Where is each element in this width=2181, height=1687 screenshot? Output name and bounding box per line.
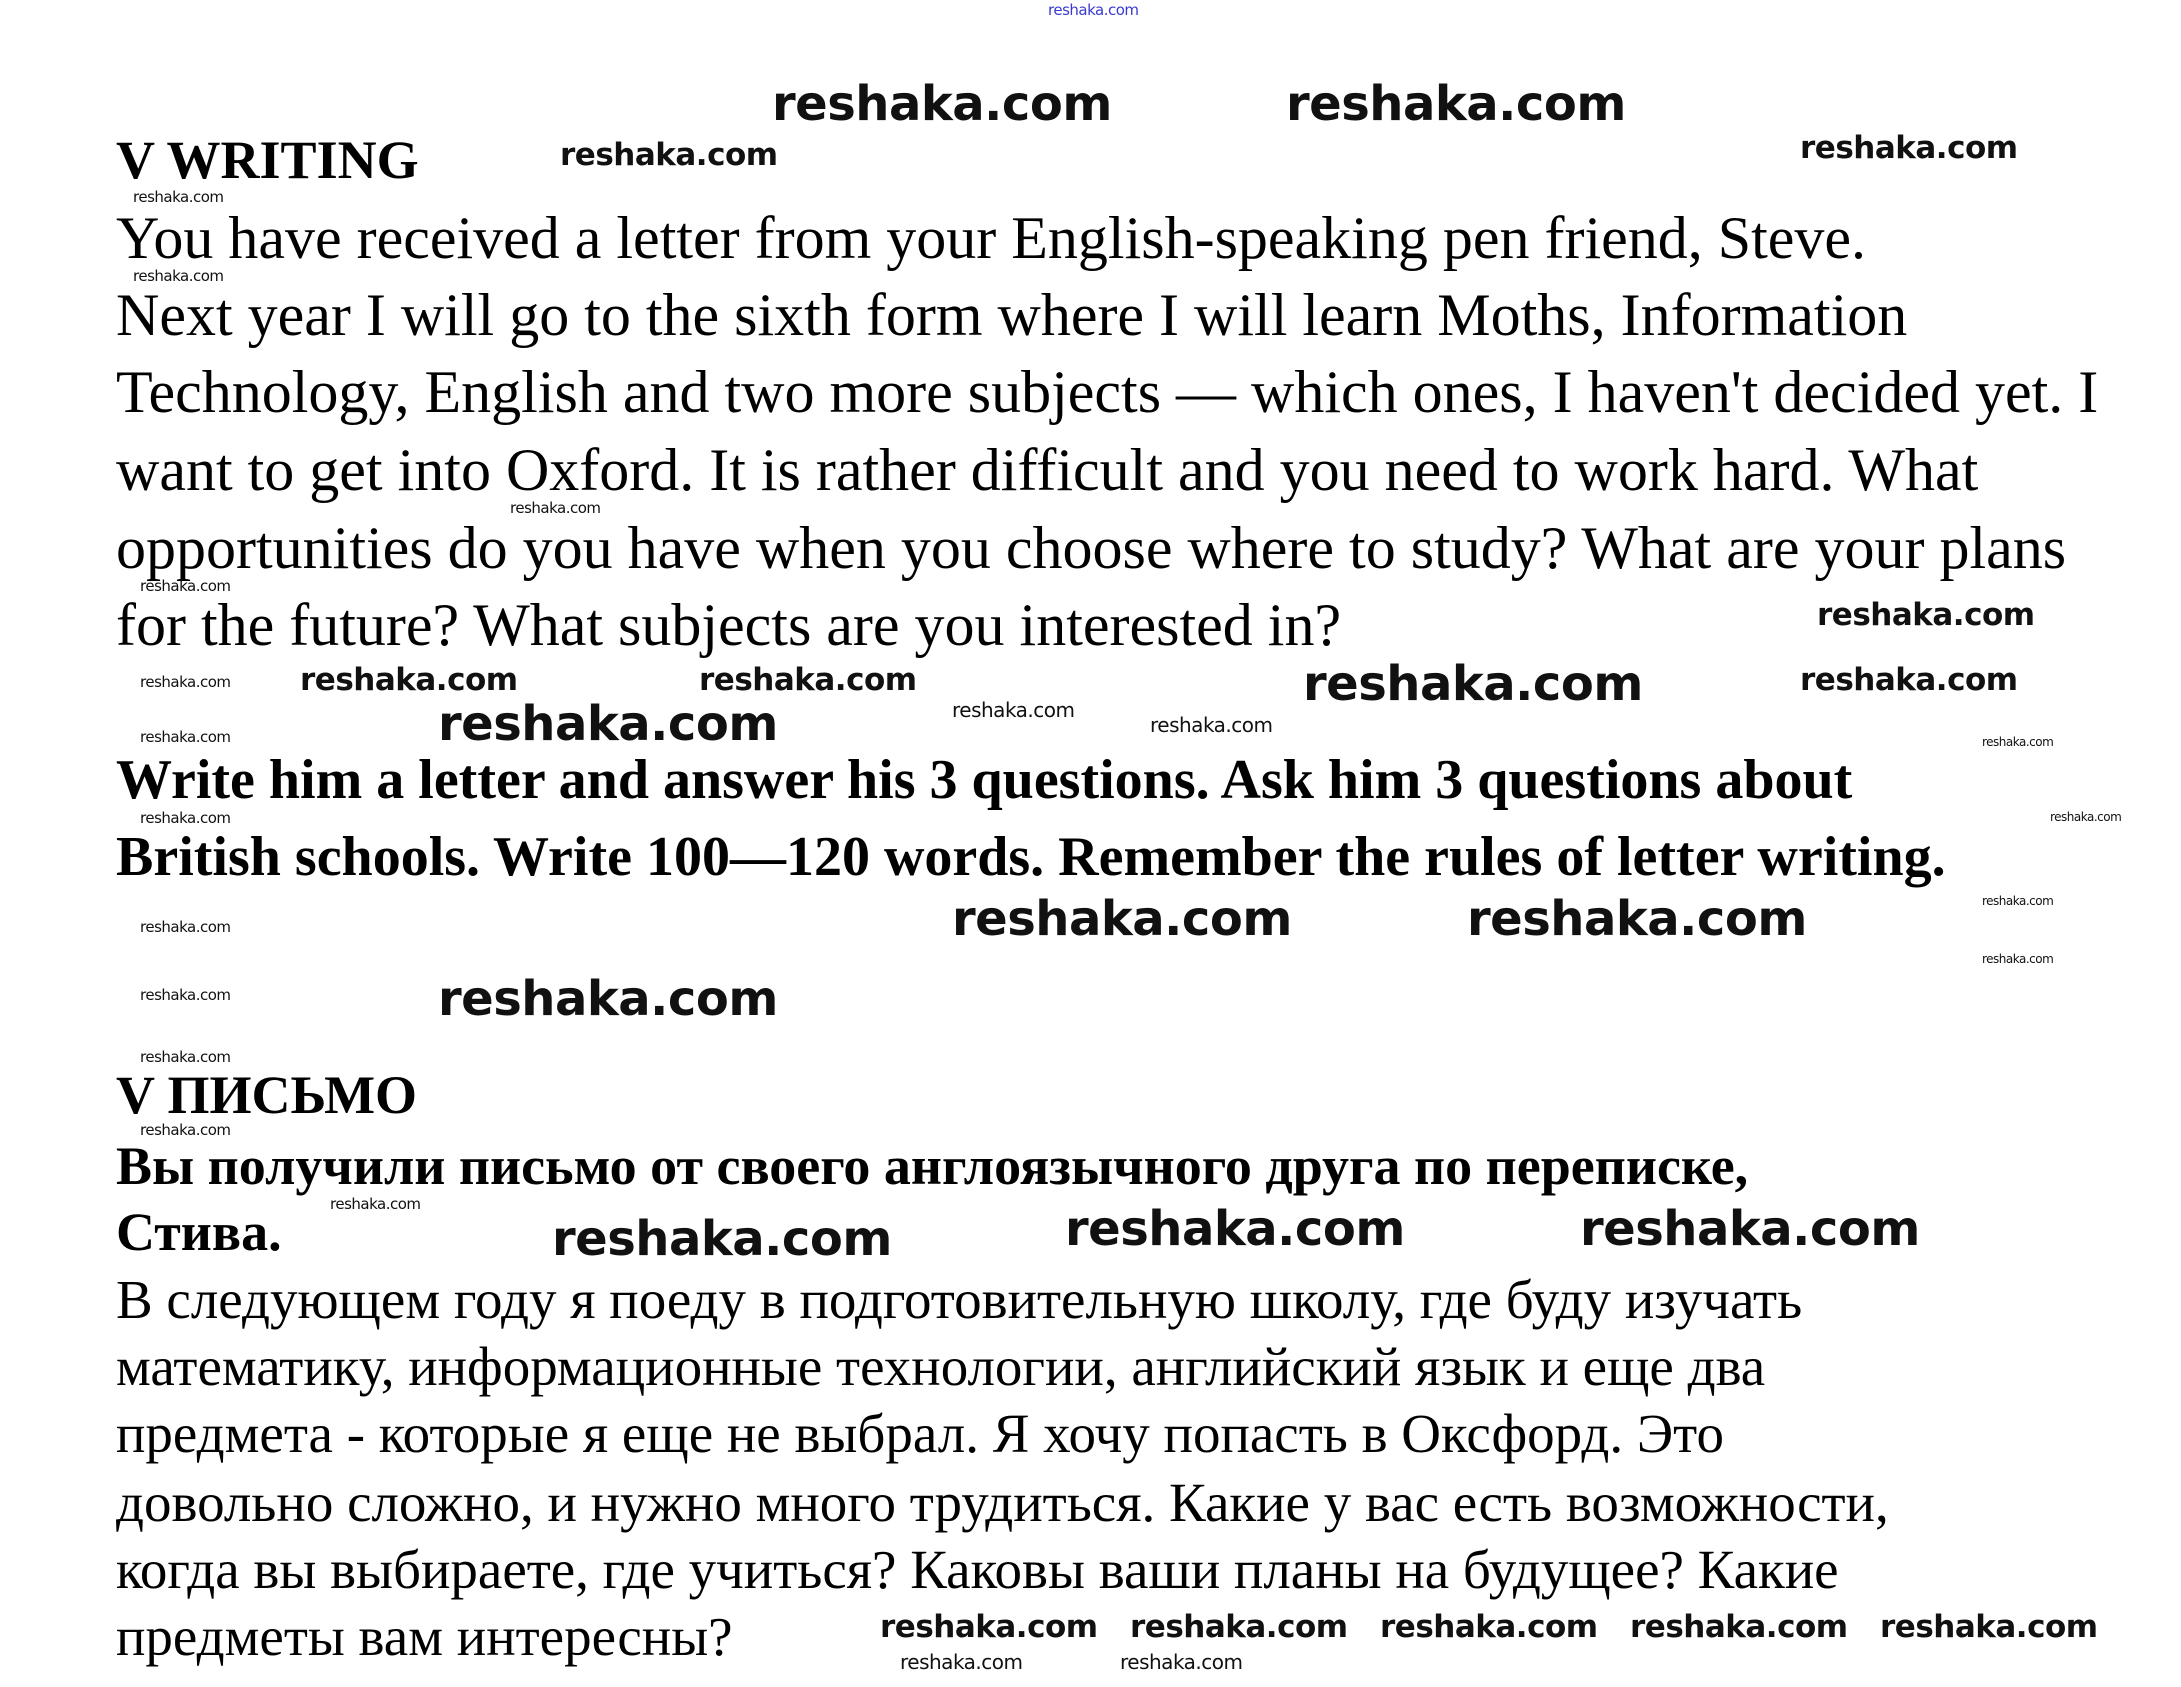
letter-line: opportunities do you have when you choose where to study? What are your plans <box>116 515 2067 581</box>
watermark: reshaka.com <box>140 577 231 595</box>
letter-line: for the future? What subjects are you interested in? <box>116 592 1342 658</box>
russian-heading: V ПИСЬМО <box>116 1065 418 1125</box>
watermark: reshaka.com <box>510 499 601 517</box>
russian-letter-line: когда вы выбираете, где учиться? Каковы ваши планы на будущее? Какие <box>116 1539 1839 1600</box>
watermark: reshaka.com <box>1303 656 1643 712</box>
russian-letter-line: В следующем году я поеду в подготовительную школу, где буду изучать <box>116 1269 1803 1330</box>
letter-line: You have received a letter from your English-speaking pen friend, Steve. <box>116 205 1867 271</box>
russian-letter-line: довольно сложно, и нужно много трудиться. Какие у вас есть возможности, <box>116 1472 1889 1533</box>
watermark: reshaka.com <box>900 1650 1023 1674</box>
watermark: reshaka.com <box>140 809 231 827</box>
watermark: reshaka.com <box>133 188 224 206</box>
watermark: reshaka.com <box>438 696 778 752</box>
watermark: reshaka.com <box>140 673 231 691</box>
watermark: reshaka.com <box>1800 130 2018 166</box>
watermark: reshaka.com <box>300 662 518 698</box>
watermark: reshaka.com <box>140 1121 231 1139</box>
watermark: reshaka.com <box>1467 891 1807 947</box>
russian-letter-line: предмета - которые я еще не выбрал. Я хочу попасть в Оксфорд. Это <box>116 1403 1724 1464</box>
watermark: reshaka.com <box>952 698 1075 722</box>
letter-line: want to get into Oxford. It is rather difficult and you need to work hard. What <box>116 437 1979 503</box>
watermark: reshaka.com <box>140 728 231 746</box>
watermark: reshaka.com <box>140 918 231 936</box>
watermark: reshaka.com <box>1120 1650 1243 1674</box>
watermark: reshaka.com <box>552 1211 892 1267</box>
watermark: reshaka.com <box>1150 713 1273 737</box>
letter-line: Technology, English and two more subjects — which ones, I haven't decided yet. I <box>116 359 2099 425</box>
task-line: British schools. Write 100—120 words. Remember the rules of letter writing. <box>116 826 1946 888</box>
watermark: reshaka.com <box>699 662 917 698</box>
watermark: reshaka.com <box>1982 952 2054 966</box>
watermark: reshaka.com <box>330 1195 421 1213</box>
watermark: reshaka.com <box>140 1048 231 1066</box>
watermark: reshaka.com <box>1580 1201 1920 1257</box>
russian-letter-line: предметы вам интересны? <box>116 1606 733 1667</box>
russian-letter-line: математику, информационные технологии, английский язык и еще два <box>116 1336 1766 1397</box>
watermark: reshaka.com <box>1286 76 1626 132</box>
watermark: reshaka.com <box>560 137 778 173</box>
watermark: reshaka.com <box>438 971 778 1027</box>
watermark: reshaka.com <box>1380 1609 1598 1645</box>
watermark: reshaka.com <box>2050 810 2122 824</box>
english-heading: V WRITING <box>116 130 419 190</box>
watermark: reshaka.com <box>1982 894 2054 908</box>
watermark: reshaka.com <box>772 76 1112 132</box>
watermark: reshaka.com <box>1130 1609 1348 1645</box>
watermark: reshaka.com <box>1880 1609 2098 1645</box>
russian-intro-line: Стива. <box>116 1202 282 1262</box>
watermark: reshaka.com <box>952 891 1292 947</box>
watermark: reshaka.com <box>1800 662 2018 698</box>
watermark: reshaka.com <box>1982 735 2054 749</box>
top-watermark-link[interactable]: reshaka.com <box>1048 1 1139 19</box>
russian-intro-line: Вы получили письмо от своего англоязычного друга по переписке, <box>116 1136 1749 1196</box>
watermark: reshaka.com <box>1817 597 2035 633</box>
watermark: reshaka.com <box>880 1609 1098 1645</box>
watermark: reshaka.com <box>1630 1609 1848 1645</box>
watermark: reshaka.com <box>133 267 224 285</box>
task-line: Write him a letter and answer his 3 questions. Ask him 3 questions about <box>116 749 1853 811</box>
watermark: reshaka.com <box>140 986 231 1004</box>
watermark: reshaka.com <box>1065 1201 1405 1257</box>
letter-line: Next year I will go to the sixth form where I will learn Moths, Information <box>116 282 1908 348</box>
